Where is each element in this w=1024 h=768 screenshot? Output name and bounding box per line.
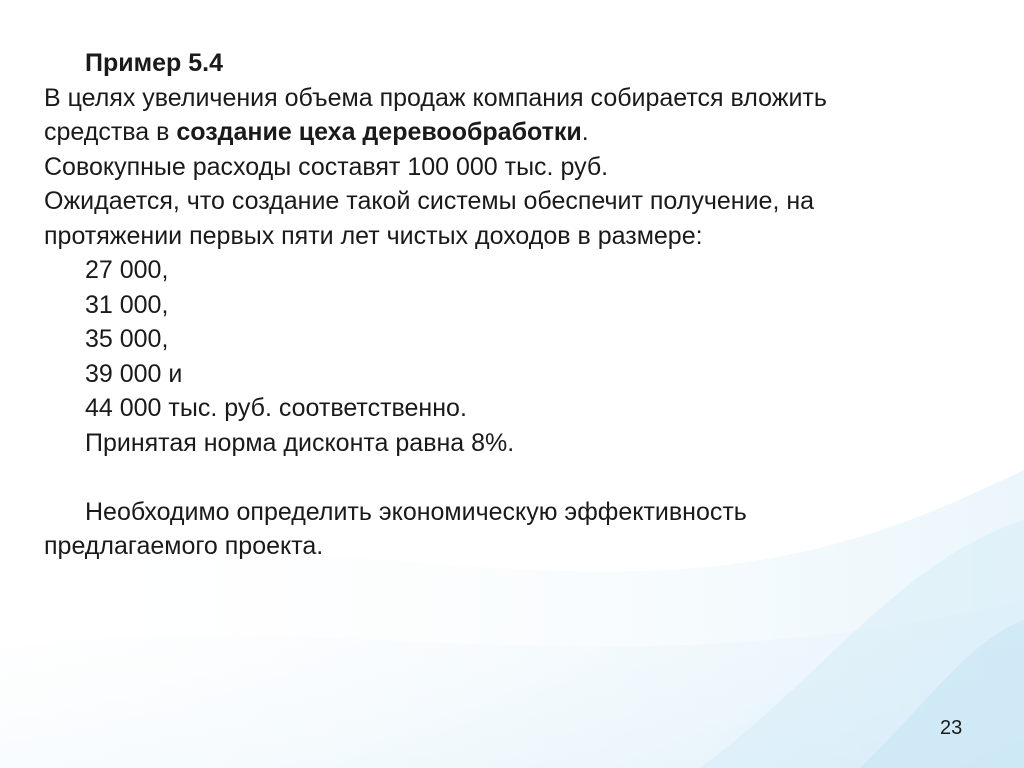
slide-body [44,46,1004,564]
intro-line-1: В целях увеличения объема продаж компания собирается вложить [44,83,827,112]
income-year-3: 35 000, [85,325,169,353]
paragraph-spacer [44,460,1004,495]
intro-period: . [581,118,589,146]
income-year-1: 27 000, [85,256,169,284]
discount-rate-line: Принятая норма дисконта равна 8%. [85,428,515,457]
expect-line-2: протяжении первых пяти лет чистых доходов в размере: [44,221,703,250]
costs-line: Совокупные расходы составят 100 000 тыс. руб. [44,152,609,181]
intro-line-2 [44,115,1004,150]
intro-text: средства в [44,118,177,146]
income-year-5: 44 000 тыс. руб. соответственно. [85,394,467,422]
page-number: 23 [940,717,963,739]
expect-line-1: Ожидается, что создание такой системы обеспечит получение, на [44,187,815,215]
project-name-bold: создание цеха деревообработки [176,118,582,146]
income-year-4: 39 000 и [85,359,183,388]
task-line-1: Необходимо определить экономическую эффективность [85,497,747,526]
slide-title: Пример 5.4 [85,49,223,77]
task-line-2: предлагаемого проекта. [44,532,324,560]
income-year-2: 31 000, [85,290,169,319]
